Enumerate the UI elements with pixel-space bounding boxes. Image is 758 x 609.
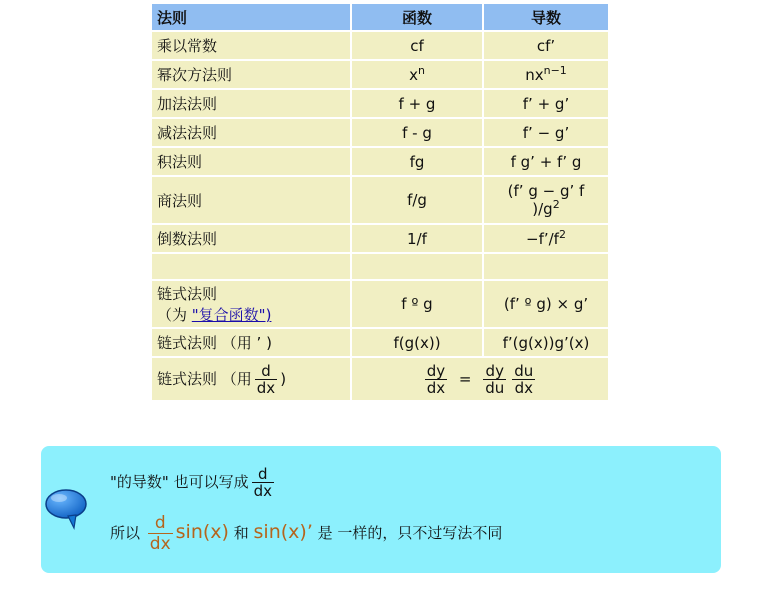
rule-name [151,357,351,401]
rule-function: fg [351,147,483,176]
note-line-1 [110,466,277,499]
rule-derivative [483,224,609,253]
rule-function: f/g [351,176,483,224]
note-line-2 [110,513,502,554]
rule-name: 幂次方法则 [151,60,351,89]
frac-denominator: dx [256,378,276,397]
rule-name: 减法法则 [151,118,351,147]
orange-d-dx-fraction [148,513,173,554]
rule-derivative: (f’ º g) × g’ [483,280,609,328]
rule-function: f - g [351,118,483,147]
fn-base: x [409,65,418,84]
rule-derivative [483,176,609,224]
dv-exponent: 2 [552,198,560,211]
rule-function: f + g [351,89,483,118]
du-dx-fraction [512,363,535,396]
frac-numerator: d [252,466,274,483]
table-row [151,89,609,118]
rule-name: 倒数法则 [151,224,351,253]
empty-cell [351,253,483,280]
rule-derivative [483,60,609,89]
rule-name: 加法法则 [151,89,351,118]
expr-sin-x-prime: sin(x)’ [253,521,313,543]
dv-base: −f’/f [526,229,559,248]
note-line1-text: "的导数" 也可以写成 [110,473,249,491]
table-row [151,147,609,176]
rule-derivative: cf’ [483,31,609,60]
table-row-empty [151,253,609,280]
header-derivative: 导数 [483,3,609,31]
dy-du-fraction [483,363,506,396]
rule-name [151,280,351,328]
table-row [151,328,609,357]
chain-rule-label: 链式法则 [157,285,218,303]
expr-sin-x: sin(x) [175,521,229,543]
table-row [151,118,609,147]
rule-derivative: f’(g(x))g’(x) [483,328,609,357]
d-dx-fraction [252,466,274,499]
rule-derivative: f g’ + f’ g [483,147,609,176]
rule-function: f º g [351,280,483,328]
rule-name: 积法则 [151,147,351,176]
rule-derivative: f’ + g’ [483,89,609,118]
table-row [151,31,609,60]
dv-exponent: n−1 [543,63,567,77]
empty-cell [483,253,609,280]
dy-dx-fraction [425,363,447,396]
dv-line1: (f’ g − g’ f [507,182,585,200]
table-row [151,280,609,328]
frac-denominator: dx [253,482,272,500]
paren-close: ) [280,369,287,388]
frac-numerator: du [514,361,534,380]
frac-denominator: dx [514,378,533,397]
frac-numerator: dy [483,363,506,380]
leibniz-label: 链式法则 （用 [157,369,252,388]
speech-bubble-icon [44,486,88,532]
empty-cell [151,253,351,280]
table-row [151,176,609,224]
rule-function: f(g(x)) [351,328,483,357]
table-row [151,60,609,89]
note-and: 和 [233,524,249,542]
note-suffix: 是 一样的，只不过写法不同 [317,524,503,542]
frac-numerator: d [255,363,277,380]
table-row [151,224,609,253]
note-prefix: 所以 [110,524,141,542]
rule-function: 1/f [351,224,483,253]
rule-function: cf [351,31,483,60]
derivative-rules-table [150,2,610,402]
frac-denominator: dx [149,534,171,554]
equals-sign: = [458,370,472,388]
table-row [151,357,609,401]
d-dx-fraction [255,363,277,396]
table-header-row [151,3,609,31]
frac-numerator: dy [426,361,446,380]
frac-denominator: dx [426,378,446,397]
fn-exponent: n [417,63,425,77]
rule-name: 商法则 [151,176,351,224]
dv-exponent: 2 [558,227,566,241]
dv-base: nx [525,65,544,84]
note-box [41,446,721,573]
rule-name: 链式法则 （用 ’ ) [151,328,351,357]
frac-numerator: d [148,513,173,534]
composite-function-link[interactable]: "复合函数") [191,306,272,324]
header-rule: 法则 [151,3,351,31]
leibniz-formula [351,357,609,401]
rule-function [351,60,483,89]
rule-derivative: f’ − g’ [483,118,609,147]
dv-line2: )/g [532,200,553,218]
rule-name: 乘以常数 [151,31,351,60]
frac-denominator: du [485,378,505,397]
header-function: 函数 [351,3,483,31]
paren-open: （为 [157,306,192,324]
